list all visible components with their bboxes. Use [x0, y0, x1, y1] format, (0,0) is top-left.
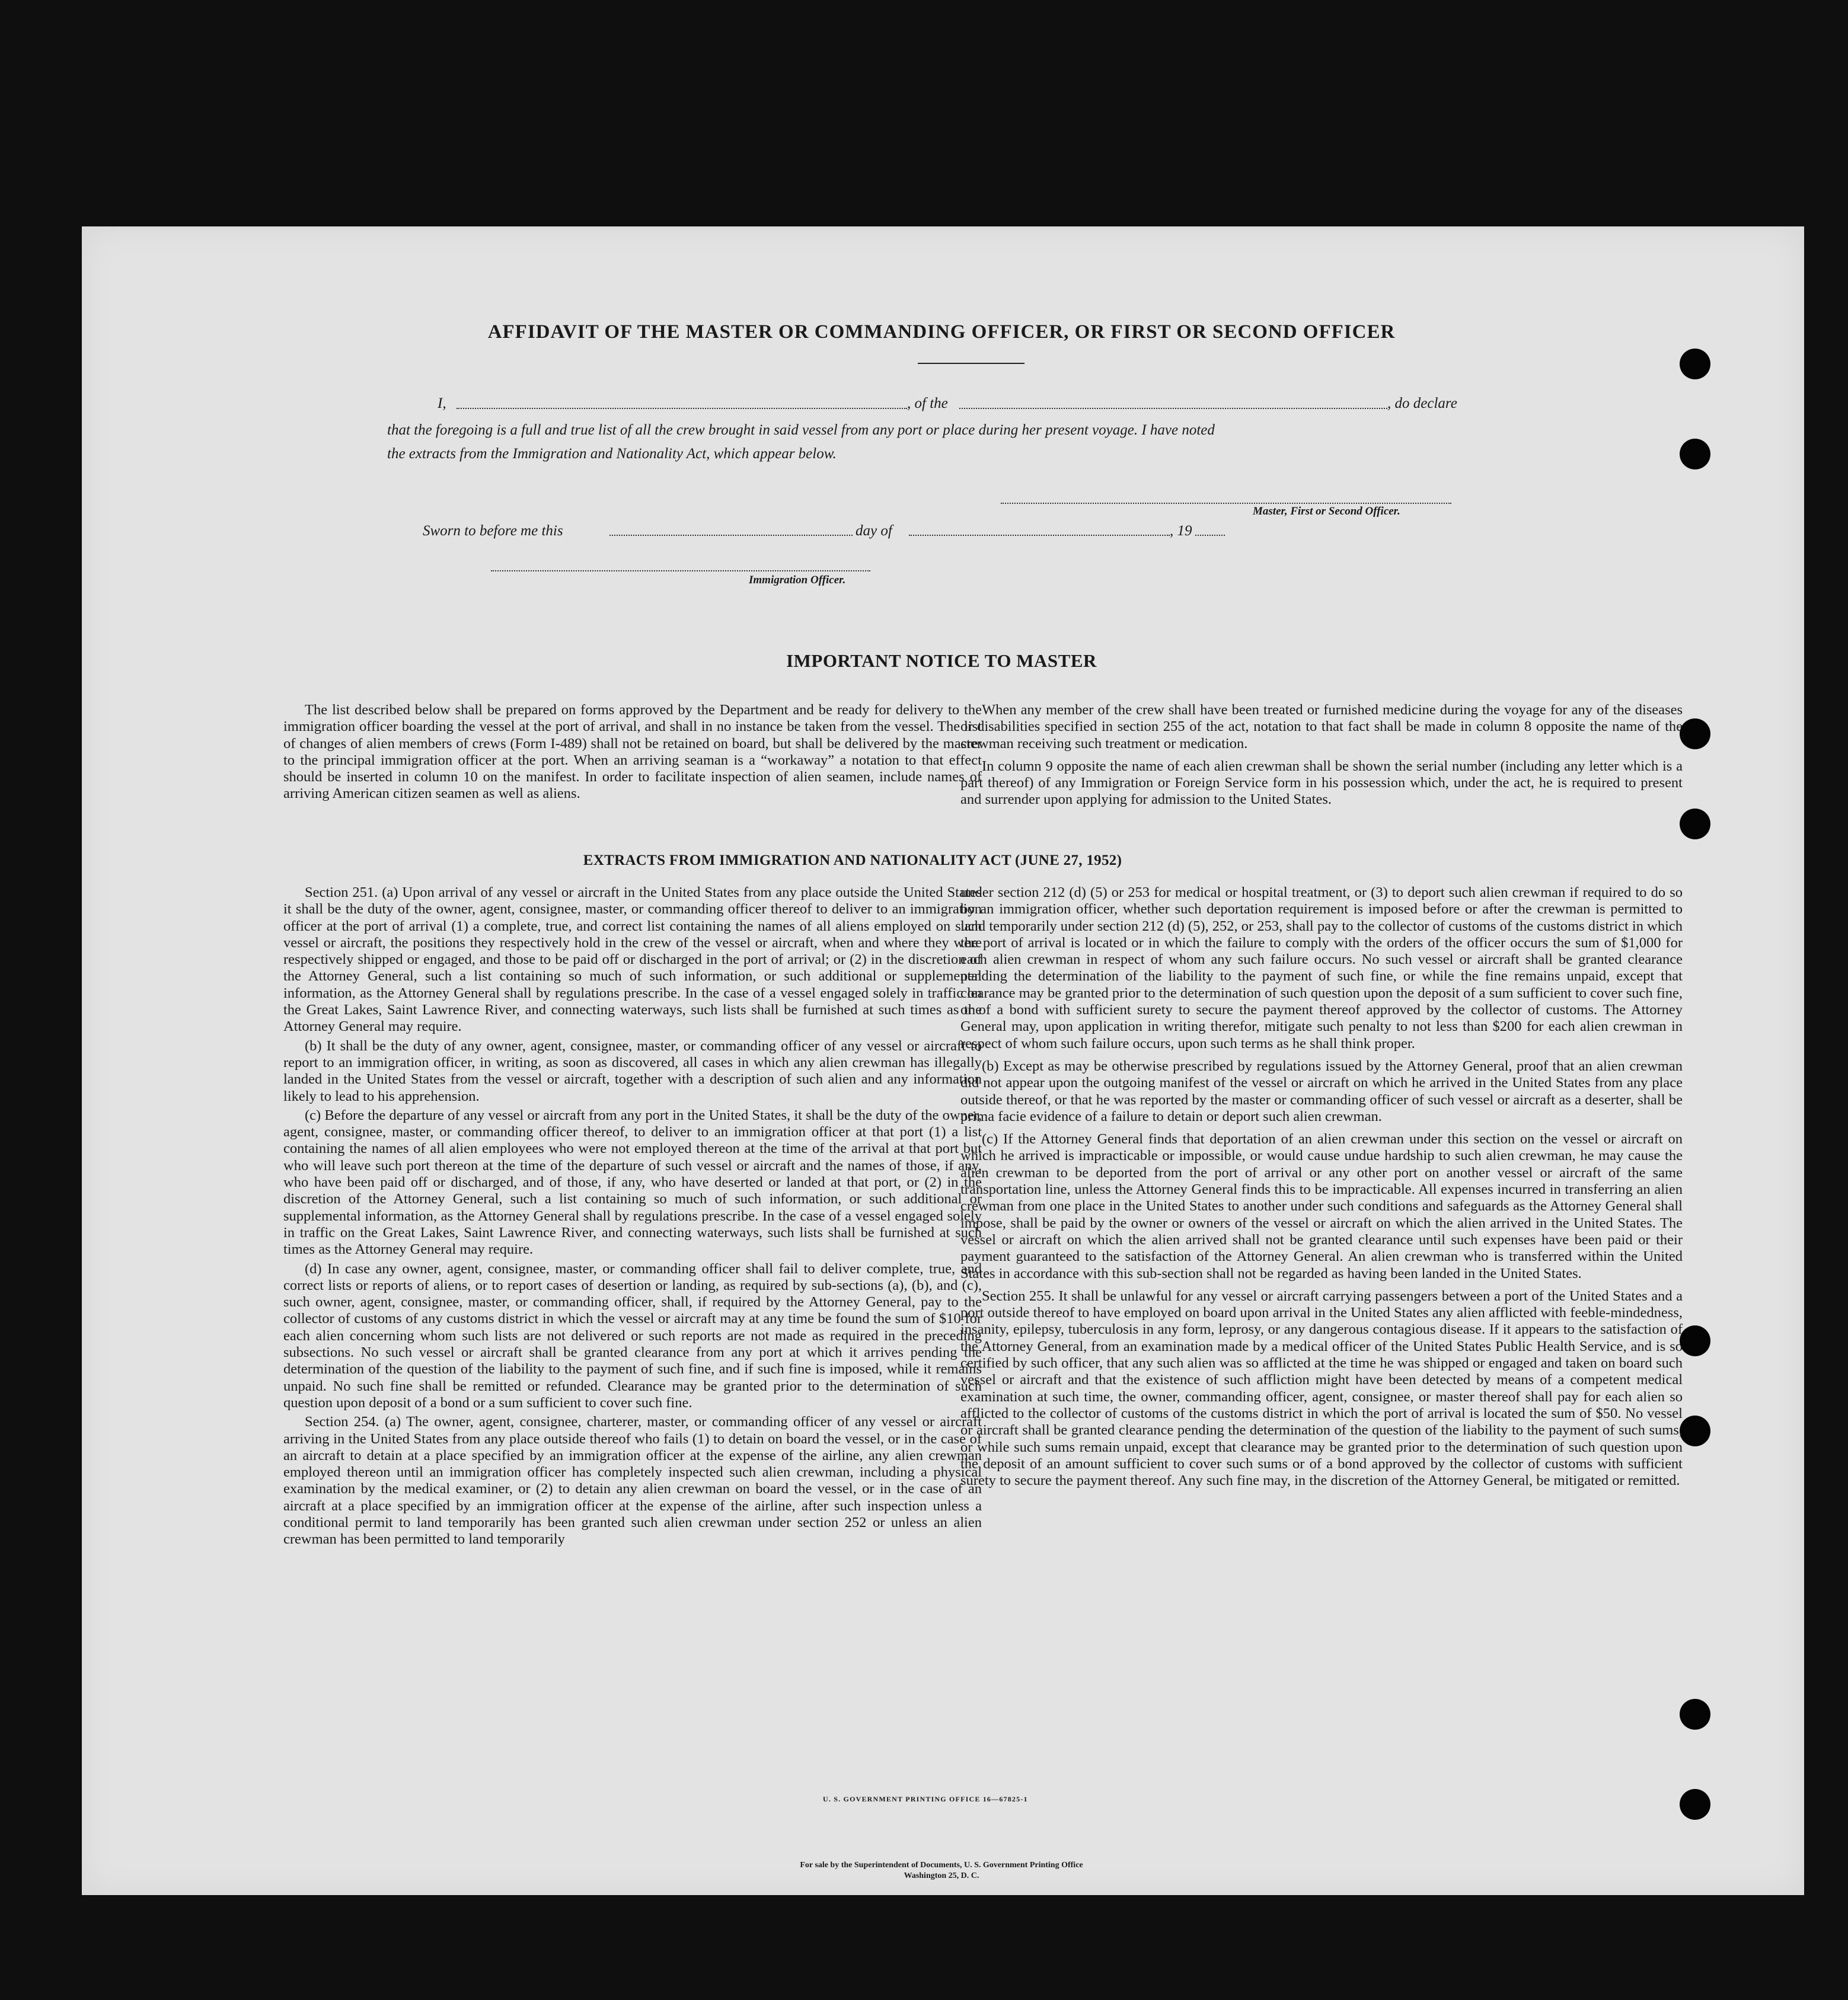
document-page — [82, 226, 1804, 1895]
affidavit-statement-line-2: the extracts from the Immigration and Nationality Act, which appear below. — [387, 446, 837, 462]
punch-hole — [1680, 809, 1710, 839]
punch-hole — [1680, 439, 1710, 469]
master-name-line[interactable] — [457, 408, 907, 409]
sale-notice-line-1: For sale by the Superintendent of Documents, U. S. Government Printing Office — [800, 1861, 1083, 1870]
affidavit-title: AFFIDAVIT OF THE MASTER OR COMMANDING OFFICER, OR FIRST OR SECOND OFFICER — [487, 321, 1396, 343]
master-signature-label: Master, First or Second Officer. — [1253, 505, 1400, 517]
punch-hole — [1680, 718, 1710, 749]
sworn-label: Sworn to before me this — [423, 523, 563, 539]
affidavit-i-label: I, — [438, 395, 446, 411]
punch-hole — [1680, 1416, 1710, 1446]
notice-paragraph: The list described below shall be prepared on forms approved by the Department and be ready for delivery to the immigration officer boarding the vessel at the port of arrival, and shall in no instance be taken from the vessel. The list of changes of alien members of crews (Form I-489) shall not be retained on board, but shall be delivered by the master to the principal immigration officer at the port. When an arriving seaman is a “workaway” a notation to that effect should be inserted in column 10 on the manifest. In order to facilitate inspection of alien seamen, include names of arriving American citizen seamen as well as aliens. — [283, 702, 982, 802]
extract-paragraph: (b) Except as may be otherwise prescribed by regulations issued by the Attorney General, proof that an alien crewman did not appear upon the outgoing manifest of the vessel or aircraft on which he arrived in the United States from any place outside thereof, or that he was reported by the master or commanding officer of such vessel or aircraft as a deserter, shall be prima facie evidence of a failure to detain or deport such alien crewman. — [960, 1057, 1683, 1124]
affidavit-statement-line: that the foregoing is a full and true list of all the crew brought in said vessel from any port or place during her present voyage. I have noted — [387, 422, 1215, 438]
extracts-title: EXTRACTS FROM IMMIGRATION AND NATIONALITY ACT (JUNE 27, 1952) — [583, 852, 1122, 868]
extract-paragraph: (c) Before the departure of any vessel or aircraft from any port in the United States, it shall be the duty of the owner, agent, consignee, master, or commanding officer thereof, to deliver to an immigration officer at that port (1) a list containing the names of all alien employees who were not employed thereon at the time of the arrival at that port but who will leave such port thereon at the time of the departure of such vessel or aircraft and the names of those, if any, who have been paid off or discharged, and of those, if any, who have deserted or landed at that port, or (2) in the discretion of the Attorney General, such a list containing so much of such information, or such additional or supplemental information, as the Attorney General shall by regulations prescribe. In the case of a vessel engaged solely in traffic on the Great Lakes, Saint Lawrence River, and connecting waterways, such lists shall be furnished at such times as the Attorney General may require. — [283, 1107, 982, 1258]
extract-paragraph: (d) In case any owner, agent, consignee, master, or commanding officer shall fail to deliver complete, true, and correct lists or reports of aliens, or to report cases of desertion or landing, as required by sub-sections (a), (b), and (c), such owner, agent, consignee, master, or commanding officer, shall, if required by the Attorney General, pay to the collector of customs of any customs district in which the vessel or aircraft may at any time be found the sum of $10 for each alien concerning whom such lists are not delivered or such reports are not made as required in the preceding subsections. No such vessel or aircraft shall be granted clearance from any port at which it arrives pending the determination of the question of the liability to the payment of such fine, and if such fine is imposed, while it remains unpaid. No such fine shall be remitted or refunded. Clearance may be granted prior to the determination of such question upon deposit of a bond or a sum sufficient to cover such fine. — [283, 1260, 982, 1411]
extracts-left-column — [283, 884, 982, 1548]
master-signature-line[interactable] — [1001, 503, 1451, 504]
punch-hole — [1680, 1789, 1710, 1820]
extract-paragraph: Section 254. (a) The owner, agent, consignee, charterer, master, or commanding officer of any vessel or aircraft arriving in the United States from any place outside thereof who fails (1) to detain on board the vessel, or in the case of an aircraft to detain at a place specified by an immigration officer at the expense of the airline, any alien crewman employed thereon until an immigration officer has completely inspected such alien crewman, including a physical examination by the medical examiner, or (2) to detain any alien crewman on board the vessel, or in the case of an aircraft at a place specified by an immigration officer at the expense of the airline, after such inspection unless a conditional permit to land temporarily has been granted such alien crewman under section 252 or unless an alien crewman has been permitted to land temporarily — [283, 1414, 982, 1548]
punch-hole — [1680, 1325, 1710, 1356]
extract-paragraph: (c) If the Attorney General finds that deportation of an alien crewman under this section on the vessel or aircraft on which he arrived is impracticable or impossible, or would cause undue hardship to such alien crewman, he may cause the alien crewman to be deported from the port of arrival or any other port on another vessel or aircraft of the same transportation line, unless the Attorney General finds this to be impracticable. All expenses incurred in transferring an alien crewman from one place in the United States to another under such conditions and safeguards as the Attorney General shall impose, shall be paid by the owner or owners of the vessel or aircraft on which the alien arrived in the United States. The vessel or aircraft on which the alien arrived shall not be granted clearance until such expenses have been paid or their payment guaranteed to the satisfaction of the Attorney General. An alien crewman who is transferred within the United States in accordance with this sub-section shall not be regarded as having been landed in the United States. — [960, 1131, 1683, 1282]
punch-hole — [1680, 1699, 1710, 1730]
notice-left-column — [283, 702, 982, 803]
punch-hole — [1680, 349, 1710, 379]
extract-paragraph: Section 251. (a) Upon arrival of any vessel or aircraft in the United States from any place outside the United States it shall be the duty of the owner, agent, consignee, master, or commanding officer thereof to deliver to an immigration officer at the port of arrival (1) a complete, true, and correct list containing the names of all aliens employed on such vessel or aircraft, the positions they respectively hold in the crew of the vessel or aircraft, when and where they were respectively shipped or engaged, and those to be paid off or discharged in the port of arrival; or (2) in the discretion of the Attorney General, such a list containing so much of such information, or such additional or supplemental information, as the Attorney General shall by regulations prescribe. In the case of a vessel engaged solely in traffic on the Great Lakes, Saint Lawrence River, and connecting waterways, such lists shall be furnished at such times as the Attorney General may require. — [283, 884, 982, 1035]
title-rule — [918, 363, 1024, 364]
affidavit-of-the-label: , of the — [907, 395, 948, 411]
vessel-name-line[interactable] — [959, 408, 1387, 409]
printing-office-line: U. S. GOVERNMENT PRINTING OFFICE 16—67825-1 — [823, 1795, 1028, 1803]
notice-paragraph: When any member of the crew shall have been treated or furnished medicine during the voyage for any of the diseases or disabilities specified in section 255 of the act, notation to that fact shall be made in column 8 opposite the name of the crewman receiving such treatment or medication. — [960, 702, 1683, 752]
extracts-right-column — [960, 884, 1683, 1489]
immigration-officer-label: Immigration Officer. — [749, 574, 846, 586]
notice-title: IMPORTANT NOTICE TO MASTER — [786, 650, 1097, 671]
notice-paragraph: In column 9 opposite the name of each alien crewman shall be shown the serial number (including any letter which is a part thereof) of any Immigration or Foreign Service form in his possession which, under the act, he is required to present and surrender upon applying for admission to the United States. — [960, 758, 1683, 808]
extract-paragraph: under section 212 (d) (5) or 253 for medical or hospital treatment, or (3) to deport such alien crewman if required to do so by an immigration officer, whether such deportation requirement is imposed before or after the crewman is permitted to land temporarily under section 212 (d) (5), 252, or 253, shall pay to the collector of customs of the customs district in which the port of arrival is located or in which the failure to comply with the orders of the officer occurs the sum of $1,000 for each alien crewman in respect of whom any such failure occurs. No such vessel or aircraft shall be granted clearance pending the determination of the liability to the payment of such fine, or while the fine remains unpaid, except that clearance may be granted prior to the determination of such question upon the deposit of a sum sufficient to cover such fine, or of a bond with sufficient surety to secure the payment thereof approved by the collector of customs. The Attorney General may, upon application in writing therefor, mitigate such penalty to not less than $200 for each alien crewman in respect of whom such failure occurs, upon such terms as he shall think proper. — [960, 884, 1683, 1052]
sworn-month-line[interactable] — [909, 535, 1170, 536]
extract-paragraph: Section 255. It shall be unlawful for any vessel or aircraft carrying passengers between a port of the United States and a port outside thereof to have employed on board upon arrival in the United States any alien afflicted with feeble-mindedness, insanity, epilepsy, tuberculosis in any form, leprosy, or any dangerous contagious disease. If it appears to the satisfaction of the Attorney General, from an examination made by a medical officer of the United States Public Health Service, and is so certified by such officer, that any such alien was so afflicted at the time he was shipped or engaged and taken on board such vessel or aircraft and that the existence of such affliction might have been detected by means of a competent medical examination at such time, the owner, commanding officer, agent, consignee, or master thereof shall pay for each alien so afflicted to the collector of customs of the customs district in which the port of arrival is located the sum of $50. No vessel or aircraft shall be granted clearance pending the determination of the question of the liability to the payment of such sums, or while such sums remain unpaid, except that clearance may be granted prior to the determination of such question upon the deposit of an amount sufficient to cover such sums or of a bond approved by the collector of customs with sufficient surety to secure the payment thereof. Any such fine may, in the discretion of the Attorney General, be mitigated or remitted. — [960, 1287, 1683, 1489]
sale-notice — [675, 1860, 1208, 1881]
day-of-label: day of — [856, 523, 892, 539]
affidavit-declare-label: , do declare — [1387, 395, 1457, 411]
sworn-year-line[interactable] — [1195, 535, 1225, 536]
extract-paragraph: (b) It shall be the duty of any owner, agent, consignee, master, or commanding officer of any vessel or aircraft to report to an immigration officer, in writing, as soon as discovered, all cases in which any alien crewman has illegally landed in the United States from the vessel or aircraft, together with a description of such alien and any information likely to lead to his apprehension. — [283, 1037, 982, 1104]
year-label: , 19 — [1170, 523, 1192, 539]
sworn-day-line[interactable] — [609, 535, 853, 536]
notice-right-column — [960, 702, 1683, 809]
immigration-officer-line[interactable] — [491, 570, 870, 571]
sale-notice-line-2: Washington 25, D. C. — [904, 1871, 979, 1880]
